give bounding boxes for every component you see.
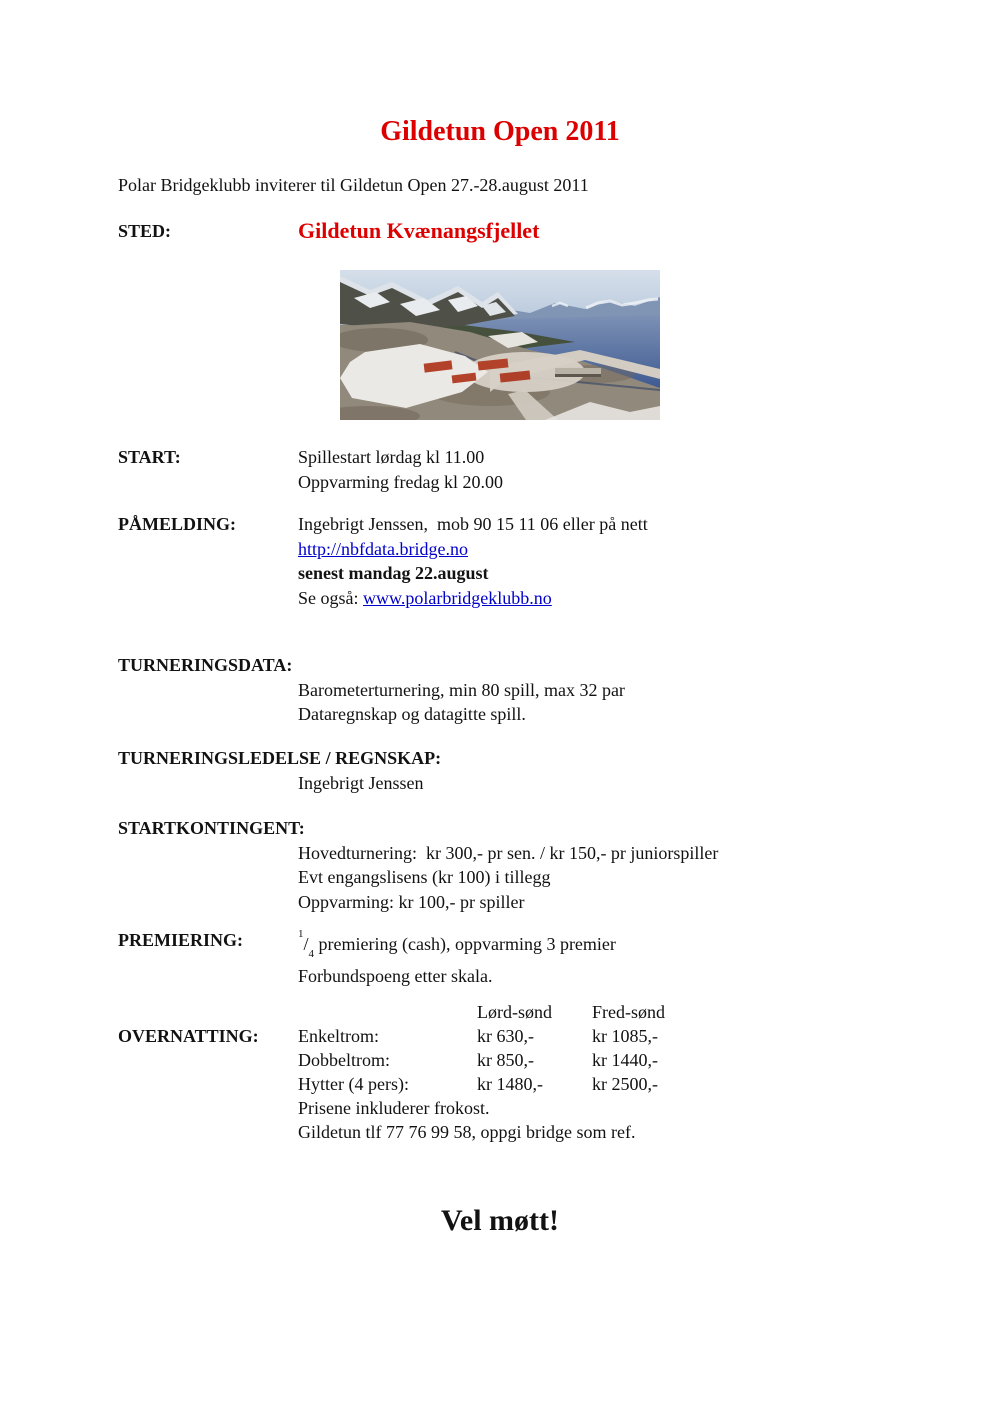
pamelding-contact: Ingebrigt Jenssen, mob 90 15 11 06 eller på nett <box>298 514 648 534</box>
turneringsdata-line: Barometerturnering, min 80 spill, max 32 par <box>298 679 625 700</box>
column-header-long: Fred-sønd <box>592 1002 665 1022</box>
pamelding-label: PÅMELDING: <box>118 514 236 534</box>
turneringsledelse-line: Ingebrigt Jenssen <box>298 772 424 793</box>
premiering-row <box>118 928 930 989</box>
pamelding-deadline: senest mandag 22.august <box>298 563 489 584</box>
start-line: Oppvarming fredag kl 20.00 <box>298 471 503 492</box>
overnatting-label: OVERNATTING: <box>118 1026 259 1046</box>
venue-photo-graphic <box>340 270 660 420</box>
premiering-line: Forbundspoeng etter skala. <box>298 966 493 987</box>
premiering-line-fraction <box>298 928 930 964</box>
startkontingent-section <box>118 816 930 915</box>
fraction-denominator: 4 <box>308 947 315 960</box>
overnatting-row <box>118 1000 930 1144</box>
price-table-row <box>298 1072 930 1096</box>
turneringsdata-line: Dataregnskap og datagitte spill. <box>298 704 526 725</box>
startkontingent-heading: STARTKONTINGENT: <box>118 818 305 838</box>
price-long: kr 1085,- <box>592 1026 658 1046</box>
venue-name: Gildetun Kvænangsfjellet <box>298 218 540 243</box>
price-long: kr 2500,- <box>592 1074 658 1094</box>
pamelding-link-line <box>298 537 930 562</box>
overnatting-note: Prisene inkluderer frokost. <box>298 1098 490 1118</box>
startkontingent-line: Hovedturnering: kr 300,- pr sen. / kr 150,- pr juniorspiller <box>298 842 719 863</box>
overnatting-note: Gildetun tlf 77 76 99 58, oppgi bridge som ref. <box>298 1122 636 1142</box>
polarbridgeklubb-link[interactable]: www.polarbridgeklubb.no <box>363 588 552 609</box>
nbfdata-link[interactable]: http://nbfdata.bridge.no <box>298 538 468 559</box>
see-also-prefix: Se også: <box>298 588 363 609</box>
startkontingent-line: Evt engangslisens (kr 100) i tillegg <box>298 867 551 888</box>
premiering-label: PREMIERING: <box>118 930 243 950</box>
venue-photo <box>340 270 660 420</box>
see-also-line <box>298 586 930 611</box>
price-weekend: kr 630,- <box>477 1026 534 1046</box>
sted-label: STED: <box>118 221 172 241</box>
turneringsledelse-heading: TURNERINGSLEDELSE / REGNSKAP: <box>118 748 442 768</box>
room-type: Dobbeltrom: <box>298 1050 390 1070</box>
price-table-row <box>298 1024 930 1048</box>
turneringsdata-section <box>118 653 930 727</box>
price-weekend: kr 1480,- <box>477 1074 543 1094</box>
intro-line: Polar Bridgeklubb inviterer til Gildetun Open 27.-28.august 2011 <box>118 175 589 195</box>
price-table-row <box>298 1048 930 1072</box>
room-type: Hytter (4 pers): <box>298 1074 409 1094</box>
start-label: START: <box>118 447 181 467</box>
pamelding-row <box>118 512 930 611</box>
sted-row <box>118 219 930 244</box>
fraction-slash: / <box>303 934 309 954</box>
closing-message: Vel møtt! <box>440 1204 560 1237</box>
page-title: Gildetun Open 2011 <box>380 116 620 147</box>
price-table-header <box>298 1000 930 1024</box>
column-header-weekend: Lørd-sønd <box>477 1002 552 1022</box>
start-row <box>118 445 930 494</box>
startkontingent-line: Oppvarming: kr 100,- pr spiller <box>298 892 525 913</box>
price-weekend: kr 850,- <box>477 1050 534 1070</box>
turneringsledelse-section <box>118 746 930 795</box>
start-line: Spillestart lørdag kl 11.00 <box>298 447 485 467</box>
premiering-text: premiering (cash), oppvarming 3 premier <box>314 934 616 954</box>
turneringsdata-heading: TURNERINGSDATA: <box>118 655 293 675</box>
fraction-numerator: 1 <box>298 928 304 940</box>
room-type: Enkeltrom: <box>298 1026 379 1046</box>
price-long: kr 1440,- <box>592 1050 658 1070</box>
